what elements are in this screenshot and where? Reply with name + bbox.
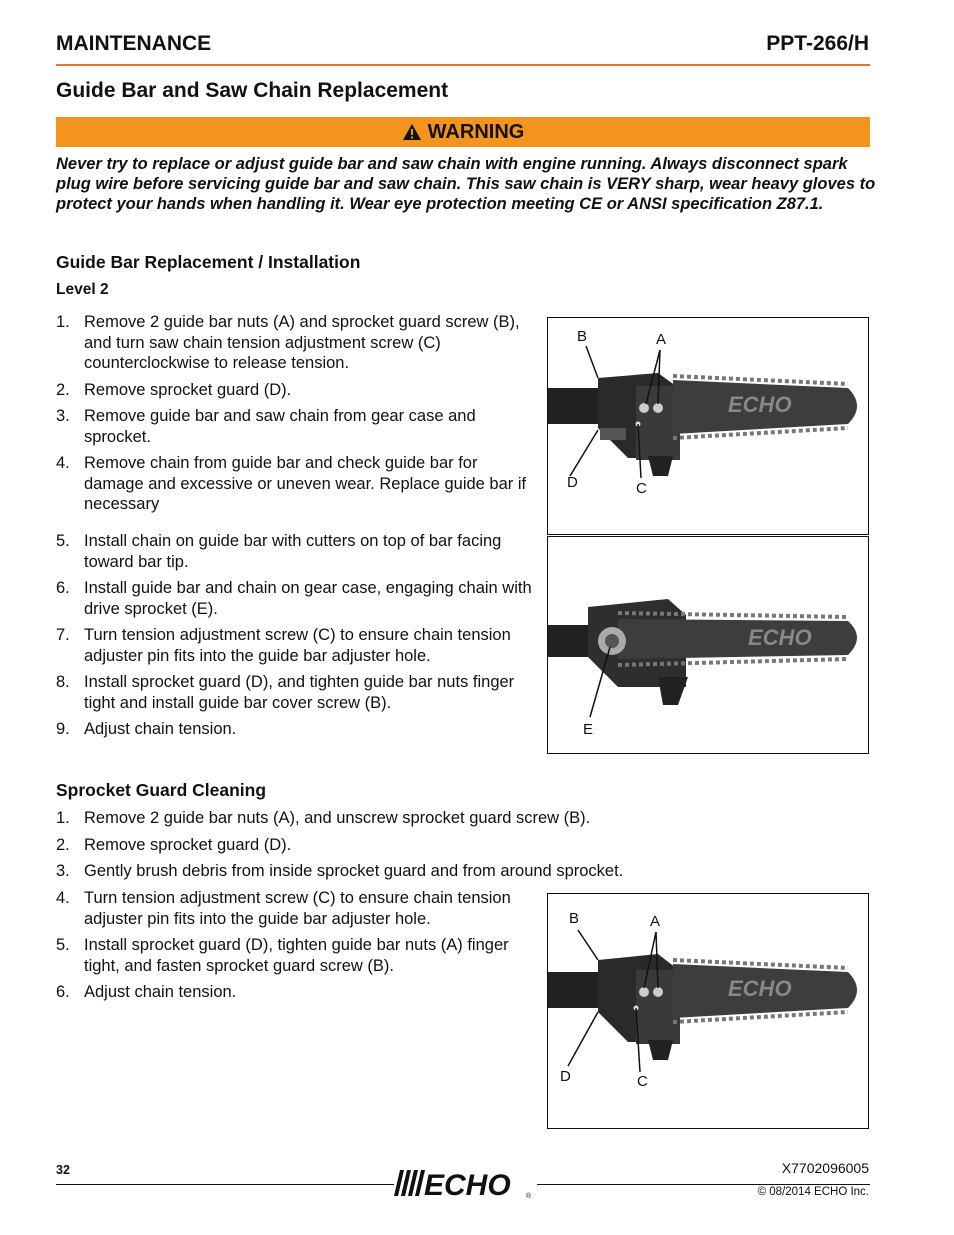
figure-sprocket-guard: [547, 893, 869, 1129]
section-title: MAINTENANCE: [56, 32, 212, 55]
list-item: 4. Remove chain from guide bar and check guide bar for damage and excessive or uneven wear. Replace guide bar if necessary: [56, 454, 527, 513]
chainsaw-sprocket-illustration: [548, 537, 868, 753]
list-item: 2. Remove sprocket guard (D).: [56, 380, 292, 399]
chainsaw-guard-illustration: [548, 894, 868, 1128]
list-item: 8. Install sprocket guard (D), and tighten guide bar nuts finger tight and install guide bar cover screw (B).: [56, 673, 515, 712]
list-item: 1. Remove 2 guide bar nuts (A), and unscrew sprocket guard screw (B).: [56, 809, 591, 827]
list-item: 6. Install guide bar and chain on gear case, engaging chain with drive sprocket (E).: [56, 579, 532, 618]
callout-a: A: [650, 913, 661, 930]
footer-rule: [537, 1184, 870, 1185]
replacement-heading: Guide Bar Replacement / Installation: [56, 252, 361, 272]
callout-a: A: [656, 331, 667, 348]
svg-text:ECHO: ECHO: [748, 625, 812, 650]
cleaning-steps-b: [56, 888, 531, 1009]
cleaning-heading: Sprocket Guard Cleaning: [56, 780, 267, 800]
list-item: 4. Turn tension adjustment screw (C) to ensure chain tension adjuster pin fits into the guide bar adjuster hole.: [56, 889, 511, 928]
list-item: 2. Remove sprocket guard (D).: [56, 835, 292, 854]
figure-chain-installation: [547, 536, 869, 754]
warning-label: WARNING: [427, 120, 525, 143]
chainsaw-guard-illustration: [548, 318, 868, 534]
replacement-steps-b: [56, 531, 541, 746]
figure-guide-bar-removal: [547, 317, 869, 535]
list-item: 9. Adjust chain tension.: [56, 720, 237, 738]
list-item: 6. Adjust chain tension.: [56, 983, 237, 1001]
callout-c: C: [636, 480, 647, 497]
list-item: 5. Install sprocket guard (D), tighten guide bar nuts (A) finger tight, and fasten sprocket guard screw (B).: [56, 936, 509, 975]
model-number: PPT-266/H: [766, 32, 869, 55]
warning-triangle-icon: [402, 123, 422, 141]
callout-b: B: [569, 910, 580, 927]
callout-d: D: [567, 474, 578, 491]
copyright: © 08/2014 ECHO Inc.: [757, 1186, 869, 1198]
list-item: 3. Gently brush debris from inside sprocket guard and from around sprocket.: [56, 862, 624, 880]
svg-text:ECHO: ECHO: [424, 1169, 511, 1200]
header-rule: [56, 64, 870, 66]
page-number: 32: [56, 1163, 70, 1177]
cleaning-steps-a: [56, 808, 856, 888]
footer-rule: [56, 1184, 394, 1185]
list-item: 7. Turn tension adjustment screw (C) to ensure chain tension adjuster pin fits into the guide bar adjuster hole.: [56, 626, 511, 665]
svg-text:ECHO: ECHO: [728, 392, 792, 417]
page-title: Guide Bar and Saw Chain Replacement: [56, 79, 449, 102]
list-item: 1. Remove 2 guide bar nuts (A) and sprocket guard screw (B), and turn saw chain tension adjustment screw (C) counterclockwise to release tension.: [56, 313, 520, 372]
callout-b: B: [577, 328, 588, 345]
replacement-steps-a: [56, 312, 541, 521]
callout-c: C: [637, 1073, 648, 1090]
callout-d: D: [560, 1068, 571, 1085]
svg-text:®: ®: [526, 1193, 532, 1200]
part-number: X7702096005: [781, 1160, 869, 1176]
list-item: 3. Remove guide bar and saw chain from gear case and sprocket.: [56, 407, 476, 446]
svg-text:ECHO: ECHO: [728, 976, 792, 1001]
callout-e: E: [583, 721, 594, 738]
warning-banner: [56, 117, 870, 147]
warning-text: Never try to replace or adjust guide bar and saw chain with engine running. Always disconnect spark plug wire before servicing guide bar and saw chain. This saw chain is VERY sharp, wear heavy gloves to protect your hands when handling it. Wear eye protection meeting CE or ANSI specification Z87.1.: [56, 155, 876, 213]
echo-logo: [394, 1166, 537, 1200]
level-label: Level 2: [56, 281, 109, 298]
list-item: 5. Install chain on guide bar with cutters on top of bar facing toward bar tip.: [56, 532, 502, 571]
